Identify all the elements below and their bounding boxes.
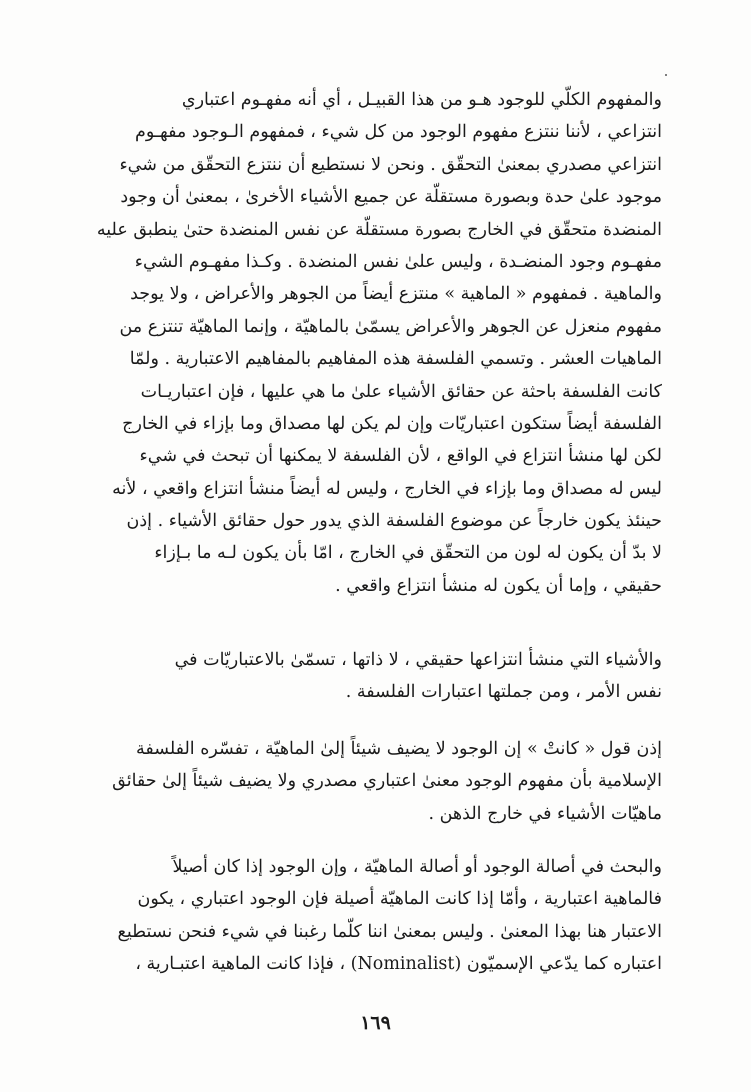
text-line: إذن قول « كانتْ » إن الوجود لا يضيف شيئاً إلىٰ الماهيّة ، تفسّره الفلسفة bbox=[135, 739, 662, 759]
text-line: نفس الأمر ، ومن جملتها اعتبارات الفلسفة . bbox=[345, 682, 662, 703]
text-line: مفهوم منعزل عن الجوهر والأعراض يسمّىٰ بالماهيّة ، وإنما الماهيّة تنتزع من bbox=[119, 316, 662, 337]
text-line: والبحث في أصالة الوجود أو أصالة الماهيّة ، وإن الوجود إذا كان أصيلاً bbox=[172, 857, 662, 877]
text-line: الماهيات العشر . وتسمي الفلسفة هذه المفاهيم بالمفاهيم الاعتبارية . ولمّا bbox=[129, 349, 662, 370]
text-line: اعتباره كما يدّعي الإسميّون (Nominalist) ، فإذا كانت الماهية اعتبـارية ، bbox=[135, 954, 662, 975]
text-line: الإسلامية بأن مفهوم الوجود معنىٰ اعتباري مصدري ولا يضيف شيئاً إلىٰ حقائق bbox=[112, 771, 662, 792]
text-line: والأشياء التي منشأ انتزاعها حقيقي ، لا ذاتها ، تسمّىٰ بالاعتباريّات في bbox=[174, 650, 662, 670]
text-line: لا بدّ أن يكون له لون من التحقّق في الخارج ، امّا بأن يكون لـه ما بـإزاء bbox=[154, 543, 662, 564]
paragraph-3 bbox=[92, 733, 662, 830]
paragraph-2 bbox=[92, 644, 662, 709]
text-line: موجود علىٰ حدة وبصورة مستقلّة عن جميع الأشياء الأخرىٰ ، بمعنىٰ أن وجود bbox=[120, 187, 662, 208]
text-line: فالماهية اعتبارية ، وأمّا إذا كانت الماهيّة أصيلة فإن الوجود اعتباري ، يكون bbox=[137, 889, 662, 910]
text-line: لكن لها منشأ انتزاع في الواقع ، لأن الفلسفة لا يمكنها أن تبحث في شيء bbox=[139, 446, 662, 467]
text-line: انتزاعي مصدري بمعنىٰ التحقّق . ونحن لا نستطيع أن ننتزع التحقّق من شيء bbox=[119, 154, 662, 175]
text-line: الاعتبار هنا بهذا المعنىٰ . وليس بمعنىٰ اننا كلّما رغبنا في شيء فنحن نستطيع bbox=[117, 921, 662, 942]
text-line: الفلسفة أيضاً ستكون اعتباريّات وإن لم يكن لها مصداق وما بإزاء في الخارج bbox=[122, 413, 662, 434]
text-line: والماهية . فمفهوم « الماهية » منتزع أيضاً من الجوهر والأعراض ، ولا يوجد bbox=[130, 284, 662, 305]
text-line: مفهـوم وجود المنضـدة ، وليس علىٰ نفس المنضدة . وكـذا مفهـوم الشيء bbox=[134, 251, 662, 272]
text-line: المنضدة متحقّق في الخارج بصورة مستقلّة عن نفس المنضدة حتىٰ ينطبق عليه bbox=[96, 219, 662, 240]
text-line: ليس له مصداق وما بإزاء في الخارج ، وليس له أيضاً منشأ انتزاع واقعي ، لأنه bbox=[112, 478, 662, 499]
page-number: ١٦٩ bbox=[360, 1012, 391, 1034]
text-line: انتزاعي ، لأننا ننتزع مفهوم الوجود من كل شيء ، فمفهوم الـوجود مفهـوم bbox=[135, 122, 662, 143]
ink-speck bbox=[665, 74, 667, 76]
text-line: ماهيّات الأشياء في خارج الذهن . bbox=[428, 803, 662, 824]
paragraph-4 bbox=[92, 851, 662, 981]
text-line: والمفهوم الكلّي للوجود هـو من هذا القبيـل ، أي أنه مفهـوم اعتباري bbox=[181, 90, 662, 110]
paragraph-1 bbox=[92, 84, 662, 602]
text-line: حينئذ يكون خارجاً عن موضوع الفلسفة الذي يدور حول حقائق الأشياء . إذن bbox=[126, 511, 662, 532]
text-line: حقيقي ، وإما أن يكون له منشأ انتزاع واقعي . bbox=[335, 575, 662, 596]
text-line: كانت الفلسفة باحثة عن حقائق الأشياء علىٰ ما هي عليها ، فإن اعتباريـات bbox=[140, 381, 662, 402]
